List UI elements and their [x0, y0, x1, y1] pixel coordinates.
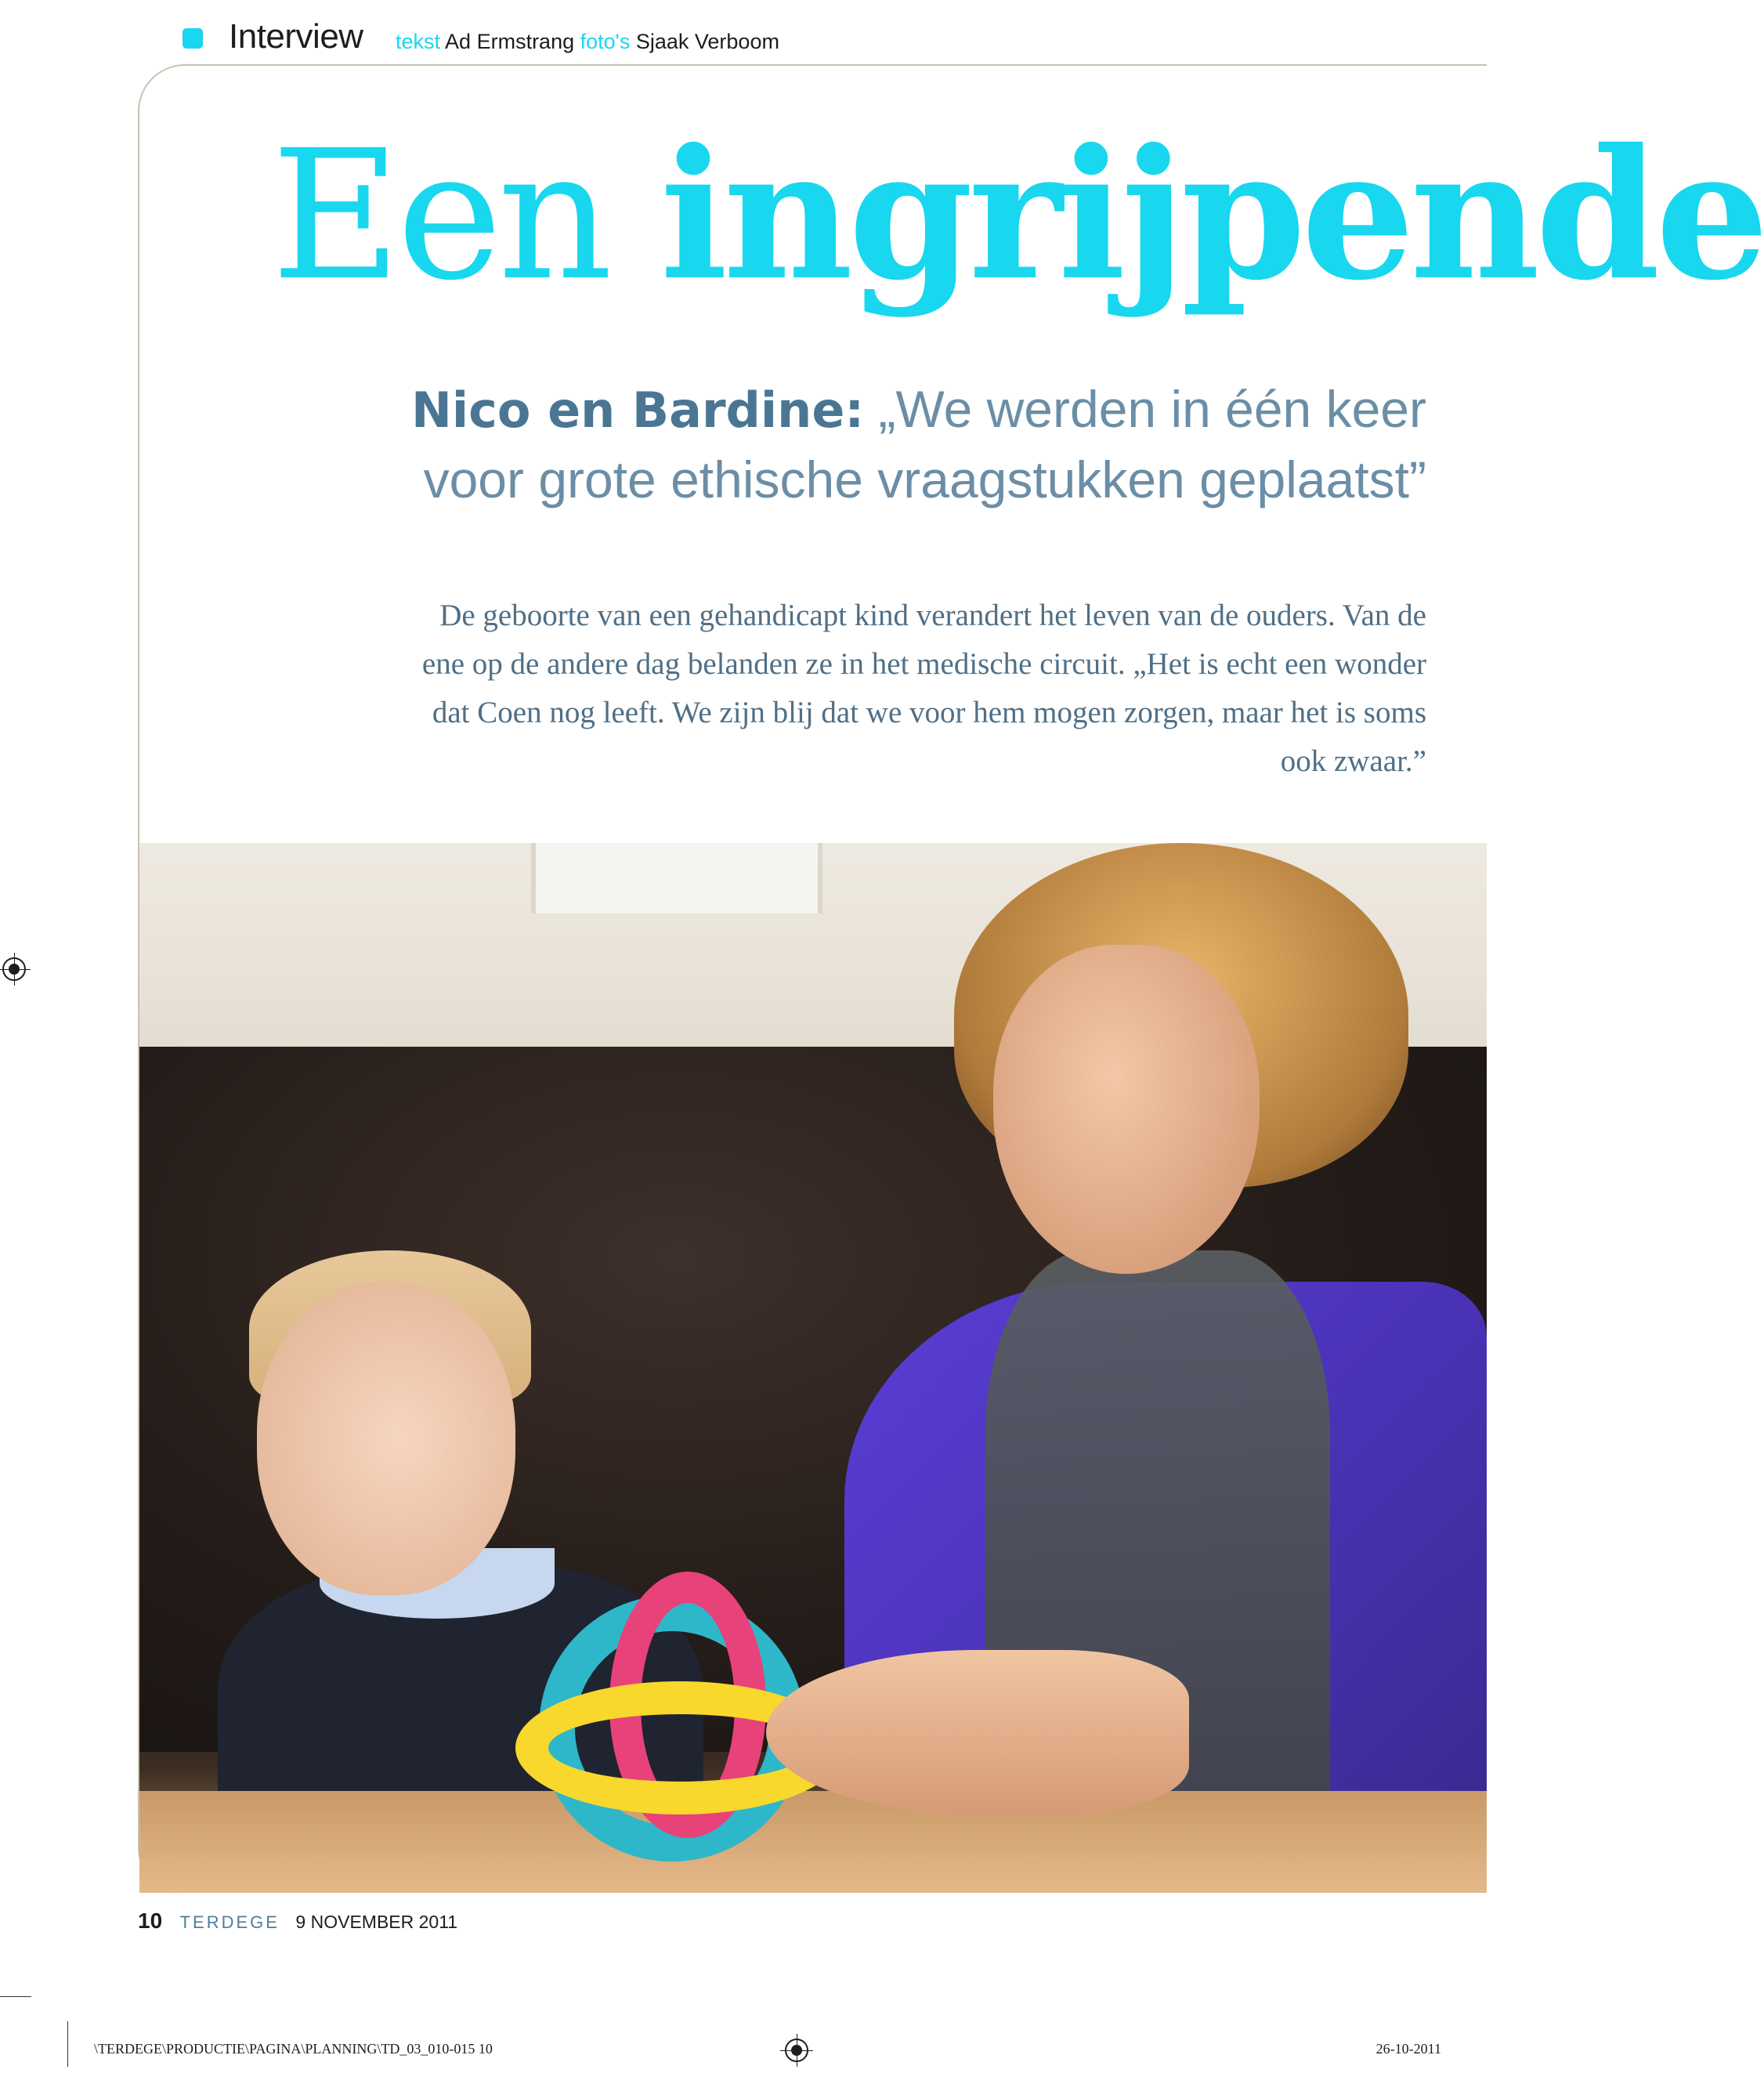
section-marker-icon	[183, 28, 203, 49]
crop-mark-horizontal	[0, 1996, 31, 1997]
subhead-quote-2: voor grote ethische vraagstukken geplaatst”	[423, 450, 1426, 508]
photo-mother-face	[993, 945, 1260, 1274]
section-label: Interview	[229, 17, 363, 56]
subhead-line-1	[411, 374, 1426, 445]
subheadline	[411, 374, 1426, 514]
page-footer	[138, 1909, 457, 1934]
headline	[271, 110, 1764, 320]
issue-date: 9 NOVEMBER 2011	[295, 1912, 458, 1932]
credits	[396, 30, 779, 54]
article-photo	[139, 843, 1487, 1893]
headline-bold: ingrijpende	[660, 110, 1764, 320]
registration-mark-icon	[2, 957, 26, 981]
photo-mother-hand	[766, 1650, 1189, 1814]
print-slug-date: 26-10-2011	[1375, 2041, 1441, 2057]
page-number: 10	[138, 1909, 163, 1933]
photo-window	[531, 843, 822, 914]
photo-table	[139, 1791, 1487, 1893]
magazine-name: TERDEGE	[179, 1912, 280, 1932]
photo-child-head	[257, 1282, 515, 1595]
text-role-label: tekst	[396, 30, 441, 53]
crop-mark-vertical	[67, 2021, 68, 2067]
subhead-quote-1: „We werden in één keer	[878, 380, 1426, 438]
article-frame	[138, 64, 1487, 1895]
photographer-name: Sjaak Verboom	[635, 30, 779, 53]
author-name: Ad Ermstrang	[445, 30, 575, 53]
headline-light: Een	[271, 111, 609, 320]
print-slug-path: \TERDEGE\PRODUCTIE\PAGINA\PLANNING\TD_03_010-015 10	[94, 2041, 493, 2057]
intro-paragraph: De geboorte van een gehandicapt kind verandert het leven van de ouders. Van de ene op de andere dag belanden ze in het medische circuit. „Het is echt een wonder dat Coen nog leeft. We zijn blij dat we voor hem mogen zorgen, maar het is soms ook zwaar.”	[421, 599, 1426, 778]
photo-role-label: foto's	[580, 30, 631, 53]
subhead-names: Nico en Bardine:	[411, 382, 865, 439]
registration-mark-icon	[785, 2039, 808, 2062]
